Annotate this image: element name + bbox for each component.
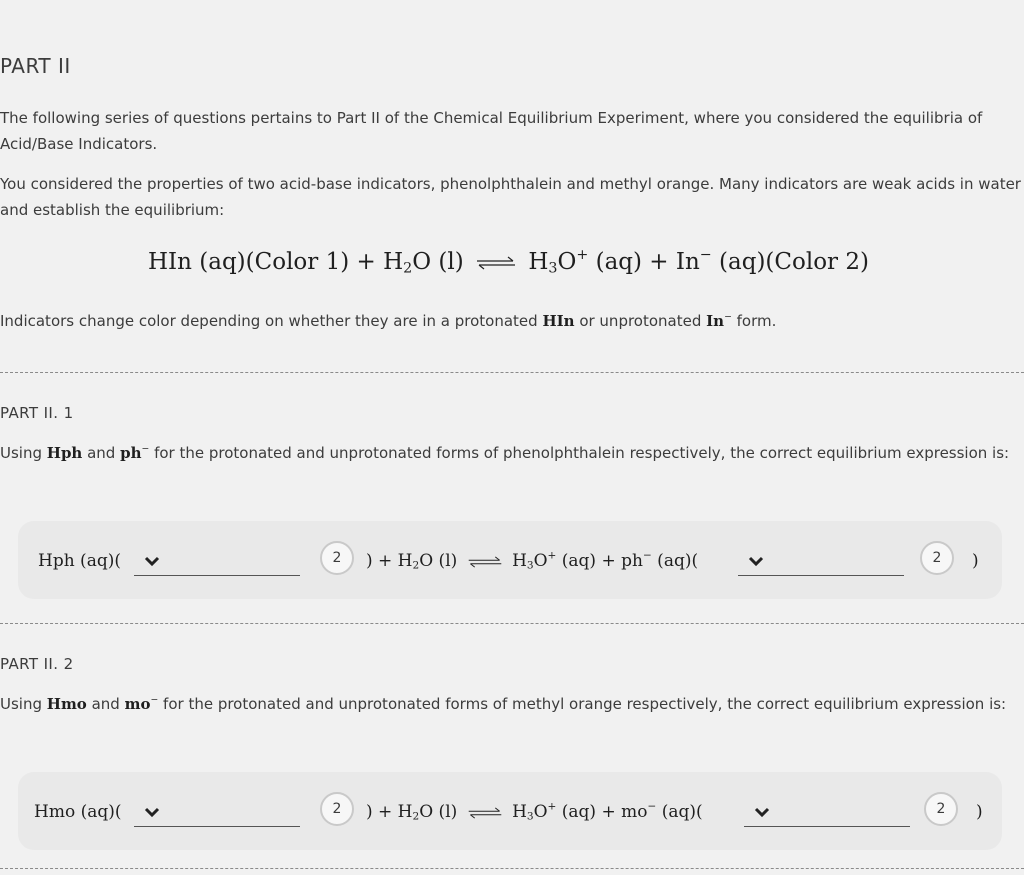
part2-eq-middle: ) + $H_2O$ (l) $H_3O^+$ (aq) + mo− (aq)( [366, 800, 703, 823]
part1-answer-panel [18, 521, 1002, 599]
part2-question: Using Hmo and mo− for the protonated and unprotonated forms of methyl orange respectively, the correct equilibrium expression is: [0, 694, 1007, 713]
divider [0, 623, 1024, 624]
equilibrium-arrow-icon [475, 256, 517, 270]
part2-eq-left: Hmo (aq)( [34, 802, 122, 822]
indicators-paragraph: You considered the properties of two acid-base indicators, phenolphthalein and methyl orange. Many indicators are weak acids in water and establish the equilibrium: [0, 175, 1021, 219]
chevron-down-icon [748, 554, 764, 568]
part2-color-select-2[interactable] [744, 798, 910, 827]
part1-eq-close: ) [972, 551, 979, 571]
intro-paragraph: The following series of questions pertains to Part II of the Chemical Equilibrium Experiment, where you considered the equilibria of Acid/Base Indicators. [0, 109, 983, 153]
part1-color-select-1[interactable] [134, 547, 300, 576]
chevron-down-icon [144, 805, 160, 819]
equilibrium-arrow-icon [467, 806, 503, 820]
part1-attempts-badge-2: 2 [920, 541, 954, 575]
part2-answer-panel [18, 772, 1002, 850]
chevron-down-icon [144, 554, 160, 568]
part2-eq-close: ) [976, 802, 983, 822]
part2-attempts-badge-1: 2 [320, 792, 354, 826]
part2-color-select-1[interactable] [134, 798, 300, 827]
part1-eq-middle: ) + $H_2O$ (l) $H_3O^+$ (aq) + ph− (aq)( [366, 549, 699, 572]
part1-question: Using Hph and ph− for the protonated and unprotonated forms of phenolphthalein respectively, the correct equilibrium expression is: [0, 443, 1010, 462]
divider [0, 372, 1024, 373]
part1-color-select-2[interactable] [738, 547, 904, 576]
part1-attempts-badge-1: 2 [320, 541, 354, 575]
part1-title: PART II. 1 [0, 404, 74, 422]
main-equilibrium-equation: HIn (aq)(Color $1) + H_2O$ (l) $H_3O^+$ (aq) + In− (aq)(Color 2) [148, 247, 869, 277]
part2-attempts-badge-2: 2 [924, 792, 958, 826]
part2-title: PART II. 2 [0, 655, 74, 673]
part1-eq-left: Hph (aq)( [38, 551, 121, 571]
equilibrium-arrow-icon [467, 555, 503, 569]
page-title: PART II [0, 54, 71, 78]
divider [0, 868, 1024, 869]
chevron-down-icon [754, 805, 770, 819]
indicator-note: Indicators change color depending on whether they are in a protonated HIn or unprotonated In− form. [0, 311, 777, 330]
